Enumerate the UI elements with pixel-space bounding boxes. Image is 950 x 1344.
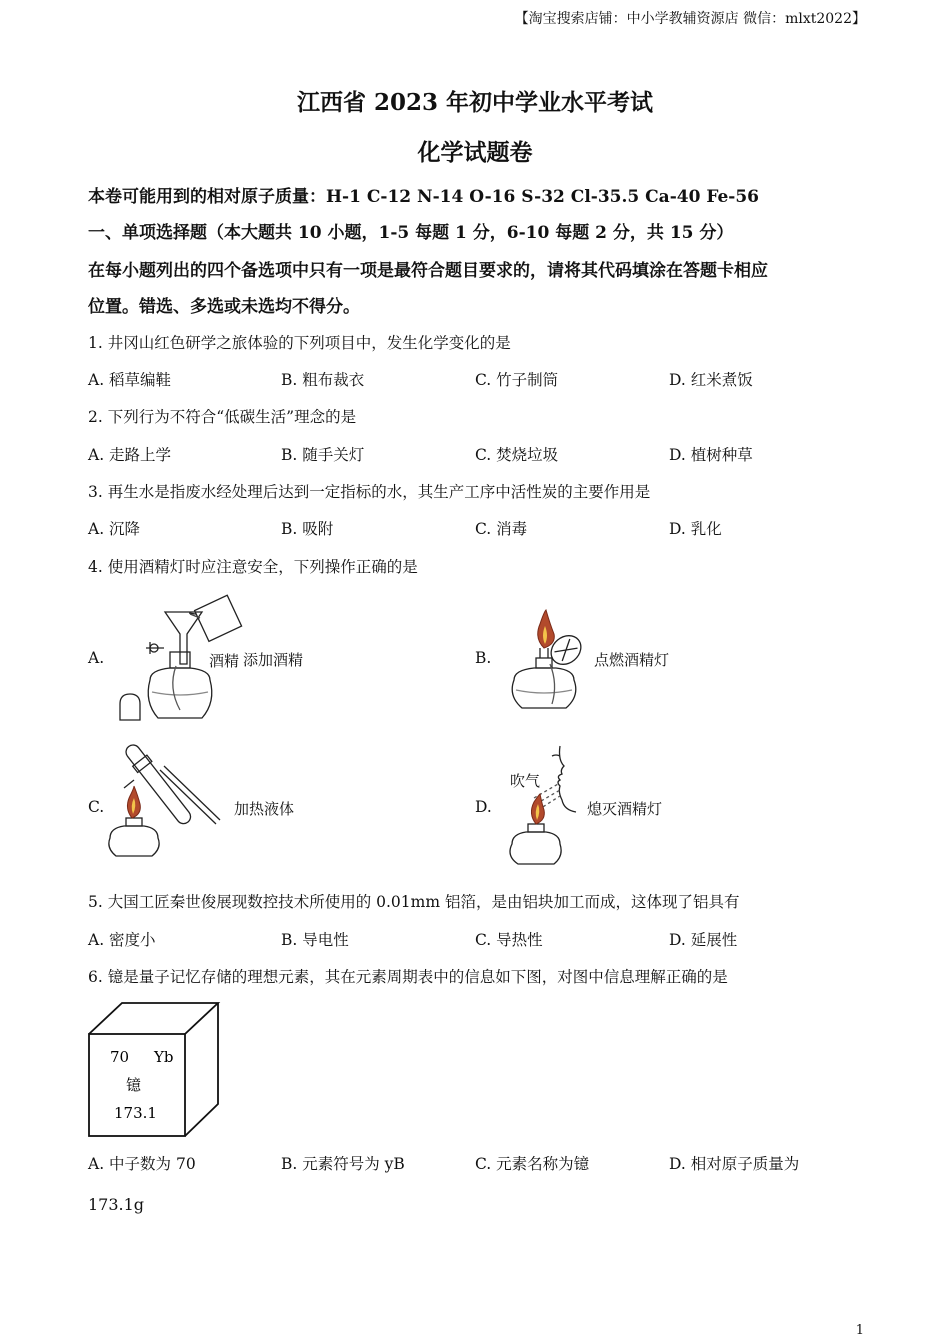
light-lamp-figure bbox=[500, 604, 600, 712]
q6-option-b[interactable]: B. 元素符号为 yB bbox=[281, 1155, 405, 1173]
heat-liquid-figure bbox=[104, 730, 224, 860]
q4-option-b[interactable]: B. bbox=[475, 649, 492, 667]
q2-option-c[interactable]: C. 焚烧垃圾 bbox=[475, 446, 559, 464]
element-name: 镱 bbox=[126, 1076, 142, 1094]
atomic-mass-line: 本卷可能用到的相对原子质量：H-1 C-12 N-14 O-16 S-32 Cl-35.5 Ca-40 Fe-56 bbox=[88, 187, 760, 207]
q5-option-c[interactable]: C. 导热性 bbox=[475, 931, 543, 949]
extinguish-lamp-figure bbox=[500, 740, 590, 870]
q2-option-b[interactable]: B. 随手关灯 bbox=[281, 446, 365, 464]
exam-title: 江西省 2023 年初中学业水平考试 bbox=[296, 89, 654, 116]
exam-subtitle: 化学试题卷 bbox=[417, 139, 533, 166]
page-number: 1 bbox=[855, 1323, 864, 1338]
q4-option-a[interactable]: A. bbox=[88, 649, 105, 667]
q4-b-caption: 点燃酒精灯 bbox=[594, 651, 670, 669]
q4-d-inner-label: 吹气 bbox=[510, 772, 541, 790]
q3-option-d[interactable]: D. 乳化 bbox=[669, 520, 722, 538]
q1-option-d[interactable]: D. 红米煮饭 bbox=[669, 371, 753, 389]
q4-d-caption: 熄灭酒精灯 bbox=[587, 800, 663, 818]
q4-c-caption: 加热液体 bbox=[234, 800, 295, 818]
q6-option-d[interactable]: D. 相对原子质量为 bbox=[669, 1155, 800, 1173]
q5-option-b[interactable]: B. 导电性 bbox=[281, 931, 349, 949]
q6-option-d-continuation: 173.1g bbox=[88, 1195, 145, 1214]
q4-option-d[interactable]: D. bbox=[475, 798, 492, 816]
q3-option-b[interactable]: B. 吸附 bbox=[281, 520, 334, 538]
question-3-stem: 3. 再生水是指废水经处理后达到一定指标的水，其生产工序中活性炭的主要作用是 bbox=[88, 483, 651, 501]
section-title: 一、单项选择题（本大题共 10 小题，1-5 每题 1 分，6-10 每题 2 分，共 15 分） bbox=[88, 223, 734, 243]
question-2-stem: 2. 下列行为不符合“低碳生活”理念的是 bbox=[88, 408, 357, 426]
question-5-stem: 5. 大国工匠秦世俊展现数控技术所使用的 0.01mm 铝箔，是由铝块加工而成，这体现了铝具有 bbox=[88, 893, 740, 911]
q5-option-d[interactable]: D. 延展性 bbox=[669, 931, 738, 949]
instruction-line-1: 在每小题列出的四个备选项中只有一项是最符合题目要求的，请将其代码填涂在答题卡相应 bbox=[88, 261, 768, 281]
question-6-stem: 6. 镱是量子记忆存储的理想元素，其在元素周期表中的信息如下图，对图中信息理解正确的是 bbox=[88, 968, 728, 986]
q2-option-a[interactable]: A. 走路上学 bbox=[88, 446, 172, 464]
q5-option-a[interactable]: A. 密度小 bbox=[88, 931, 156, 949]
q3-option-a[interactable]: A. 沉降 bbox=[88, 520, 141, 538]
question-4-stem: 4. 使用酒精灯时应注意安全，下列操作正确的是 bbox=[88, 558, 418, 576]
q4-a-caption: 添加酒精 bbox=[243, 651, 304, 669]
question-1-stem: 1. 井冈山红色研学之旅体验的下列项目中，发生化学变化的是 bbox=[88, 334, 511, 352]
q6-option-a[interactable]: A. 中子数为 70 bbox=[88, 1155, 196, 1173]
element-mass: 173.1 bbox=[114, 1104, 157, 1122]
q1-option-a[interactable]: A. 稻草编鞋 bbox=[88, 371, 172, 389]
instruction-line-2: 位置。错选、多选或未选均不得分。 bbox=[88, 297, 360, 317]
q2-option-d[interactable]: D. 植树种草 bbox=[669, 446, 753, 464]
q6-option-c[interactable]: C. 元素名称为镱 bbox=[475, 1155, 590, 1173]
element-number: 70 bbox=[110, 1048, 130, 1066]
q1-option-b[interactable]: B. 粗布裁衣 bbox=[281, 371, 365, 389]
q3-option-c[interactable]: C. 消毒 bbox=[475, 520, 528, 538]
q4-a-inner-label: 酒精 bbox=[209, 652, 240, 670]
q4-option-c[interactable]: C. bbox=[88, 798, 105, 816]
element-cube-figure bbox=[86, 1000, 222, 1140]
q1-option-c[interactable]: C. 竹子制筒 bbox=[475, 371, 559, 389]
element-symbol: Yb bbox=[154, 1048, 174, 1066]
header-note: 【淘宝搜索店铺：中小学教辅资源店 微信：mlxt2022】 bbox=[514, 11, 866, 27]
